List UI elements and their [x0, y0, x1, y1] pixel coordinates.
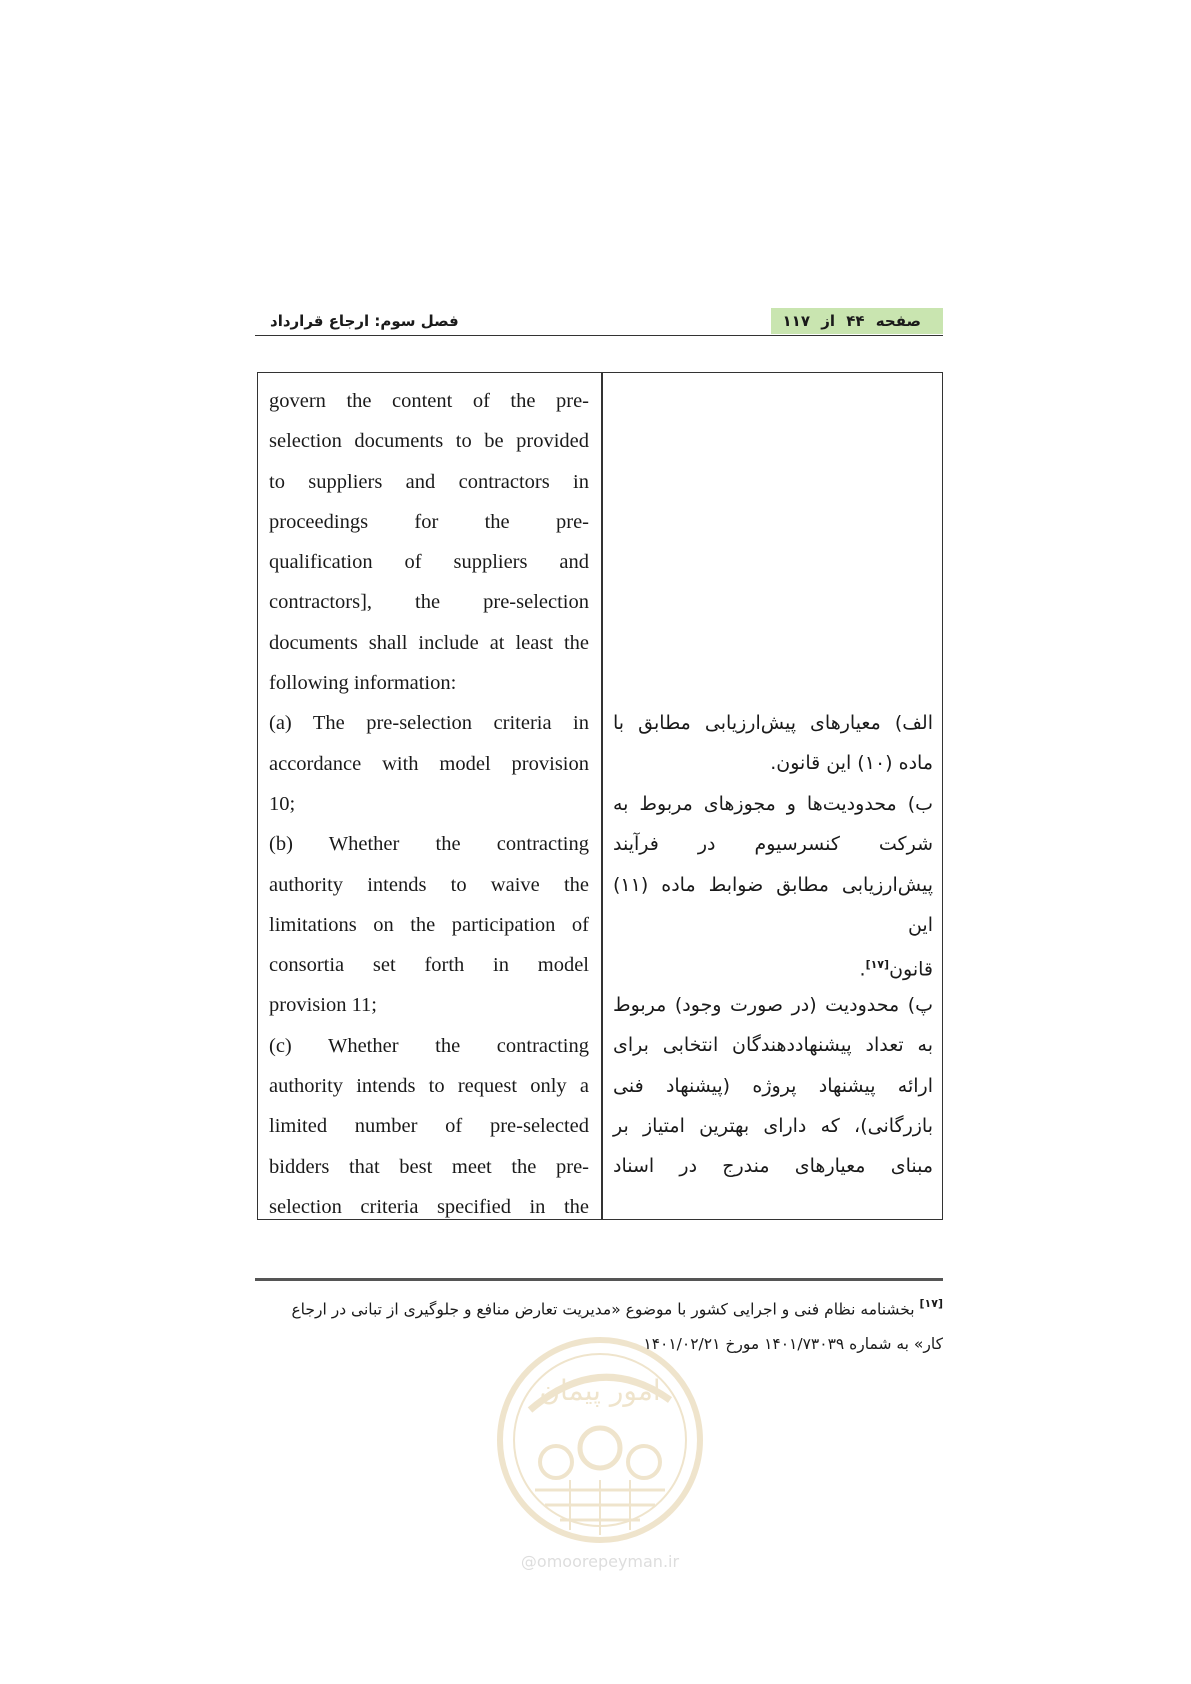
persian-line: مبنای معیارهای مندرج در اسناد	[613, 1155, 933, 1178]
watermark-url: @omoorepeyman.ir	[520, 1552, 680, 1571]
english-line: authority intends to waive the	[269, 873, 589, 896]
page-number-box	[771, 308, 943, 334]
english-line: limitations on the participation of	[269, 913, 589, 936]
persian-item-c	[613, 985, 933, 1186]
footnote-text: بخشنامه نظام فنی و اجرایی کشور با موضوع «مدیریت تعارض منافع و جلوگیری از تبانی در ارجاع	[291, 1300, 915, 1319]
english-line: authority intends to request only a	[269, 1075, 589, 1098]
chapter-title: فصل سوم: ارجاع قرارداد	[270, 312, 459, 330]
english-line: following information:	[269, 672, 457, 695]
footnote-line: کار» به شماره ۱۴۰۱/۷۳۰۳۹ مورخ ۱۴۰۱/۰۲/۲۱	[643, 1334, 943, 1353]
persian-item-b	[613, 784, 933, 990]
english-column	[269, 381, 589, 1220]
persian-line: الف) معیارهای پیش‌ارزیابی مطابق با	[613, 712, 933, 734]
english-line: (c) Whether the contracting	[269, 1034, 589, 1057]
english-line: selection documents to be provided	[269, 430, 589, 453]
english-line: (b) Whether the contracting	[269, 833, 589, 856]
persian-item-a	[613, 703, 933, 784]
watermark-logo	[490, 1330, 710, 1610]
persian-line: بازرگانی)، که دارای بهترین امتیاز بر	[613, 1114, 933, 1137]
english-line: proceedings for the pre-	[269, 510, 589, 533]
watermark-text: امور پیمان	[539, 1374, 661, 1407]
page-number: ۴۴	[846, 312, 865, 330]
persian-line: پیش‌ارزیابی مطابق ضوابط ماده (۱۱) این	[613, 873, 933, 936]
persian-line-last	[613, 945, 933, 990]
footnote-line	[255, 1287, 943, 1327]
persian-line: ارائه پیشنهاد پروژه (پیشنهاد فنی	[613, 1074, 933, 1097]
english-line: accordance with model provision	[269, 752, 589, 775]
english-line: (a) The pre-selection criteria in	[269, 712, 589, 735]
column-divider	[601, 373, 603, 1219]
english-line: to suppliers and contractors in	[269, 470, 589, 493]
page-of: از	[821, 312, 836, 330]
persian-line: ب) محدودیت‌ها و مجوزهای مربوط به	[613, 793, 933, 815]
persian-line: ماده (۱۰) این قانون.	[770, 752, 933, 775]
persian-period: .	[859, 958, 866, 981]
page-label: صفحه	[875, 312, 921, 330]
persian-line: به تعداد پیشنهاددهندگان انتخابی برای	[613, 1034, 933, 1057]
english-line: govern the content of the pre-	[269, 390, 589, 412]
english-line: bidders that best meet the pre-	[269, 1155, 589, 1178]
bilingual-table	[257, 372, 943, 1220]
persian-line: شرکت کنسرسیوم در فرآیند	[613, 833, 933, 856]
english-line: selection criteria specified in the	[269, 1195, 589, 1218]
seal-icon	[490, 1330, 710, 1550]
english-line: provision 11;	[269, 994, 378, 1017]
english-line: limited number of pre-selected	[269, 1115, 589, 1138]
english-line: documents shall include at least the	[269, 631, 589, 654]
english-line: contractors], the pre-selection	[269, 591, 589, 614]
page-header	[255, 308, 943, 336]
persian-line: قانون	[889, 958, 933, 981]
page-total: ۱۱۷	[782, 312, 810, 330]
english-line: qualification of suppliers and	[269, 551, 589, 574]
english-line: 10;	[269, 792, 296, 815]
footnote-number: [۱۷]	[919, 1297, 943, 1310]
persian-line: پ) محدودیت (در صورت وجود) مربوط	[613, 994, 933, 1016]
english-line: consortia set forth in model	[269, 954, 589, 977]
footnote-separator	[255, 1278, 943, 1281]
footnote-reference[interactable]: [۱۷]	[865, 958, 890, 972]
